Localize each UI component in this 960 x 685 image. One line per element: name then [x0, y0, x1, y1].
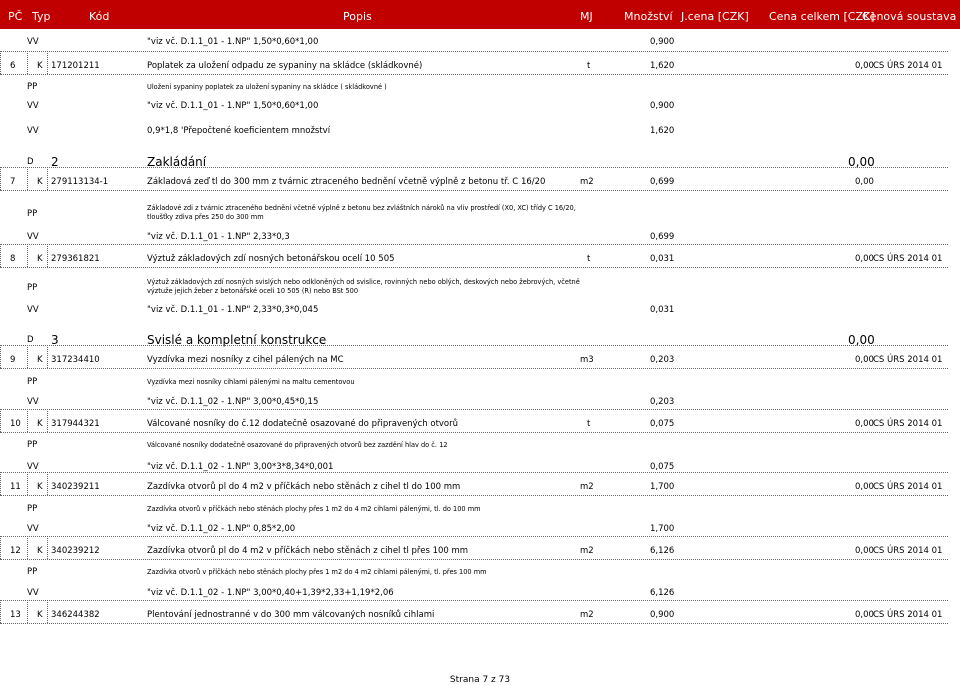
row-separator — [0, 267, 948, 268]
row-mj: m3 — [580, 355, 594, 365]
row-popis: "viz vč. D.1.1_01 - 1.NP" 2,33*0,3 — [147, 232, 290, 242]
cell-border — [0, 51, 1, 74]
row-kod: 279361821 — [51, 254, 100, 264]
table-header — [0, 0, 960, 29]
row-cenova-soustava: CS ÚRS 2014 01 — [873, 355, 943, 365]
row-qty: 0,203 — [650, 355, 675, 365]
col-header-jcena: J.cena [CZK] — [681, 10, 749, 23]
row-qty: 0,699 — [650, 177, 675, 187]
cell-border — [27, 409, 28, 432]
row-pc: 10 — [10, 419, 21, 429]
cell-border — [47, 536, 48, 559]
row-separator — [0, 623, 948, 624]
row-popis: "viz vč. D.1.1_01 - 1.NP" 2,33*0,3*0,045 — [147, 305, 319, 315]
row-typ: VV — [27, 305, 39, 315]
row-total: 0,00 — [855, 610, 874, 620]
row-typ: VV — [27, 232, 39, 242]
row-popis-detail: Vyzdívka mezi nosníky cihlami pálenými na maltu cementovou — [147, 378, 355, 386]
row-popis: "viz vč. D.1.1_02 - 1.NP" 3,00*0,40+1,39*2,33+1,19*2,06 — [147, 588, 394, 598]
row-popis-detail: výztuže jejich žeber z betonářské oceli 10 505 (R) nebo BSt 500 — [147, 287, 359, 295]
row-cenova-soustava: CS ÚRS 2014 01 — [873, 254, 943, 264]
row-popis-detail: Uložení sypaniny poplatek za uložení sypaniny na skládce ( skládkovné ) — [147, 83, 387, 91]
row-pc: 6 — [10, 61, 16, 71]
row-kod: 279113134-1 — [51, 177, 109, 187]
section-typ: D — [27, 335, 34, 345]
row-separator — [0, 472, 948, 473]
row-qty: 1,700 — [650, 524, 675, 534]
row-separator — [0, 409, 948, 410]
row-total: 0,00 — [855, 482, 874, 492]
row-typ: VV — [27, 588, 39, 598]
row-typ: VV — [27, 37, 39, 47]
cell-border — [0, 345, 1, 368]
row-pc: 9 — [10, 355, 16, 365]
section-number: 3 — [51, 333, 59, 347]
row-mj: t — [587, 61, 591, 71]
row-popis-detail: Válcované nosníky dodatečně osazované do připravených otvorů bez zazdění hlav do č. 12 — [147, 441, 448, 449]
row-pc: 8 — [10, 254, 16, 264]
row-cenova-soustava: CS ÚRS 2014 01 — [873, 482, 943, 492]
row-mj: m2 — [580, 177, 594, 187]
row-total: 0,00 — [855, 546, 874, 556]
section-number: 2 — [51, 155, 59, 169]
row-typ: PP — [27, 209, 38, 219]
row-kod: 317944321 — [51, 419, 100, 429]
cell-border — [0, 600, 1, 623]
cell-border — [27, 167, 28, 190]
section-total: 0,00 — [848, 333, 875, 347]
cell-border — [27, 51, 28, 74]
row-typ: K — [37, 355, 43, 365]
row-qty: 6,126 — [650, 588, 675, 598]
row-qty: 0,900 — [650, 101, 675, 111]
row-separator — [0, 345, 948, 346]
row-qty: 1,700 — [650, 482, 675, 492]
row-popis: "viz vč. D.1.1_02 - 1.NP" 3,00*3*8,34*0,001 — [147, 462, 334, 472]
cell-border — [47, 409, 48, 432]
page-number: Strana 7 z 73 — [449, 675, 511, 685]
row-popis-detail: Zazdívka otvorů v příčkách nebo stěnách plochy přes 1 m2 do 4 m2 cihlami pálenými, tl. do 100 mm — [147, 505, 481, 513]
row-qty: 0,075 — [650, 462, 675, 472]
row-separator — [0, 536, 948, 537]
row-separator — [0, 600, 948, 601]
row-pc: 11 — [10, 482, 21, 492]
row-typ: PP — [27, 440, 38, 450]
section-total: 0,00 — [848, 155, 875, 169]
row-pc: 13 — [10, 610, 21, 620]
row-popis: Základová zeď tl do 300 mm z tvárnic ztraceného bednění včetně výplně z betonu tř. C 16/20 — [147, 177, 546, 187]
row-mj: m2 — [580, 610, 594, 620]
row-popis-detail: Výztuž základových zdí nosných svislých nebo odkloněných od svislice, rovinných nebo oblých, deskových nebo žebrových, včetně — [147, 278, 580, 286]
col-header-mj: MJ — [580, 10, 593, 23]
row-popis-detail: Zazdívka otvorů v příčkách nebo stěnách plochy přes 1 m2 do 4 m2 cihlami pálenými, tl. přes 100 mm — [147, 568, 487, 576]
row-popis: Poplatek za uložení odpadu ze sypaniny na skládce (skládkovné) — [147, 61, 423, 71]
row-qty: 0,699 — [650, 232, 675, 242]
cell-border — [27, 600, 28, 623]
row-typ: VV — [27, 462, 39, 472]
row-popis-detail: Základové zdi z tvárnic ztraceného bednění včetně výplně z betonu bez zvláštních nároků na vliv prostředí (X0, XC) třídy C 16/20, — [147, 204, 576, 212]
cell-border — [0, 409, 1, 432]
row-typ: K — [37, 254, 43, 264]
row-cenova-soustava: CS ÚRS 2014 01 — [873, 61, 943, 71]
cell-border — [47, 167, 48, 190]
cell-border — [0, 167, 1, 190]
row-typ: PP — [27, 567, 38, 577]
row-typ: K — [37, 61, 43, 71]
row-mj: m2 — [580, 546, 594, 556]
cell-border — [47, 600, 48, 623]
section-title: Svislé a kompletní konstrukce — [147, 333, 327, 347]
row-separator — [0, 368, 948, 369]
row-popis: Výztuž základových zdí nosných betonářskou ocelí 10 505 — [147, 254, 395, 264]
col-header-pc: PČ — [8, 10, 23, 23]
row-qty: 0,900 — [650, 610, 675, 620]
cell-border — [27, 345, 28, 368]
row-qty: 1,620 — [650, 61, 675, 71]
row-typ: PP — [27, 377, 38, 387]
row-pc: 12 — [10, 546, 21, 556]
row-popis: "viz vč. D.1.1_02 - 1.NP" 3,00*0,45*0,15 — [147, 397, 319, 407]
row-total: 0,00 — [855, 61, 874, 71]
row-separator — [0, 495, 948, 496]
row-popis: Válcované nosníky do č.12 dodatečně osazované do připravených otvorů — [147, 419, 459, 429]
row-mj: t — [587, 254, 591, 264]
row-total: 0,00 — [855, 254, 874, 264]
cell-border — [47, 244, 48, 267]
row-popis-detail: tloušťky zdiva přes 250 do 300 mm — [147, 213, 264, 221]
row-typ: VV — [27, 126, 39, 136]
row-separator — [0, 432, 948, 433]
row-mj: m2 — [580, 482, 594, 492]
col-header-mnozstvi: Množství — [624, 10, 673, 23]
row-separator — [0, 559, 948, 560]
row-mj: t — [587, 419, 591, 429]
row-separator — [0, 51, 948, 52]
row-kod: 317234410 — [51, 355, 100, 365]
section-title: Zakládání — [147, 155, 207, 169]
row-separator — [0, 190, 948, 191]
row-typ: K — [37, 610, 43, 620]
row-qty: 0,900 — [650, 37, 675, 47]
row-pc: 7 — [10, 177, 16, 187]
row-qty: 6,126 — [650, 546, 675, 556]
row-popis: "viz vč. D.1.1_01 - 1.NP" 1,50*0,60*1,00 — [147, 37, 319, 47]
row-cenova-soustava: CS ÚRS 2014 01 — [873, 610, 943, 620]
cell-border — [47, 345, 48, 368]
row-separator — [0, 167, 948, 168]
section-typ: D — [27, 157, 34, 167]
row-typ: VV — [27, 101, 39, 111]
row-typ: K — [37, 546, 43, 556]
row-total: 0,00 — [855, 355, 874, 365]
row-typ: VV — [27, 397, 39, 407]
col-header-typ: Typ — [32, 10, 51, 23]
cell-border — [27, 244, 28, 267]
row-qty: 0,031 — [650, 305, 675, 315]
row-kod: 340239211 — [51, 482, 100, 492]
row-popis: Vyzdívka mezi nosníky z cihel pálených na MC — [147, 355, 344, 365]
row-separator — [0, 74, 948, 75]
row-typ: K — [37, 482, 43, 492]
cell-border — [0, 472, 1, 495]
cell-border — [0, 244, 1, 267]
row-typ: PP — [27, 82, 38, 92]
col-header-kod: Kód — [89, 10, 110, 23]
row-popis: Zazdívka otvorů pl do 4 m2 v příčkách nebo stěnách z cihel tl do 100 mm — [147, 482, 461, 492]
row-kod: 171201211 — [51, 61, 100, 71]
row-total: 0,00 — [855, 419, 874, 429]
row-typ: K — [37, 419, 43, 429]
row-cenova-soustava: CS ÚRS 2014 01 — [873, 419, 943, 429]
row-popis: Plentování jednostranné v do 300 mm válcovaných nosníků cihlami — [147, 610, 435, 620]
row-kod: 340239212 — [51, 546, 100, 556]
row-typ: PP — [27, 283, 38, 293]
row-separator — [0, 244, 948, 245]
row-typ: VV — [27, 524, 39, 534]
col-header-cena-celkem: Cena celkem [CZK] — [769, 10, 875, 23]
row-typ: PP — [27, 504, 38, 514]
cell-border — [0, 536, 1, 559]
row-popis: "viz vč. D.1.1_02 - 1.NP" 0,85*2,00 — [147, 524, 296, 534]
col-header-cenova-soustava: Cenová soustava — [862, 10, 957, 23]
row-popis: "viz vč. D.1.1_01 - 1.NP" 1,50*0,60*1,00 — [147, 101, 319, 111]
row-popis: 0,9*1,8 'Přepočtené koeficientem množství — [147, 126, 331, 136]
row-qty: 0,203 — [650, 397, 675, 407]
row-cenova-soustava: CS ÚRS 2014 01 — [873, 546, 943, 556]
cell-border — [47, 51, 48, 74]
row-popis: Zazdívka otvorů pl do 4 m2 v příčkách nebo stěnách z cihel tl přes 100 mm — [147, 546, 469, 556]
row-qty: 0,031 — [650, 254, 675, 264]
row-qty: 0,075 — [650, 419, 675, 429]
cell-border — [27, 536, 28, 559]
col-header-popis: Popis — [343, 10, 372, 23]
row-kod: 346244382 — [51, 610, 100, 620]
row-total: 0,00 — [855, 177, 874, 187]
cell-border — [47, 472, 48, 495]
row-typ: K — [37, 177, 43, 187]
cell-border — [27, 472, 28, 495]
row-qty: 1,620 — [650, 126, 675, 136]
